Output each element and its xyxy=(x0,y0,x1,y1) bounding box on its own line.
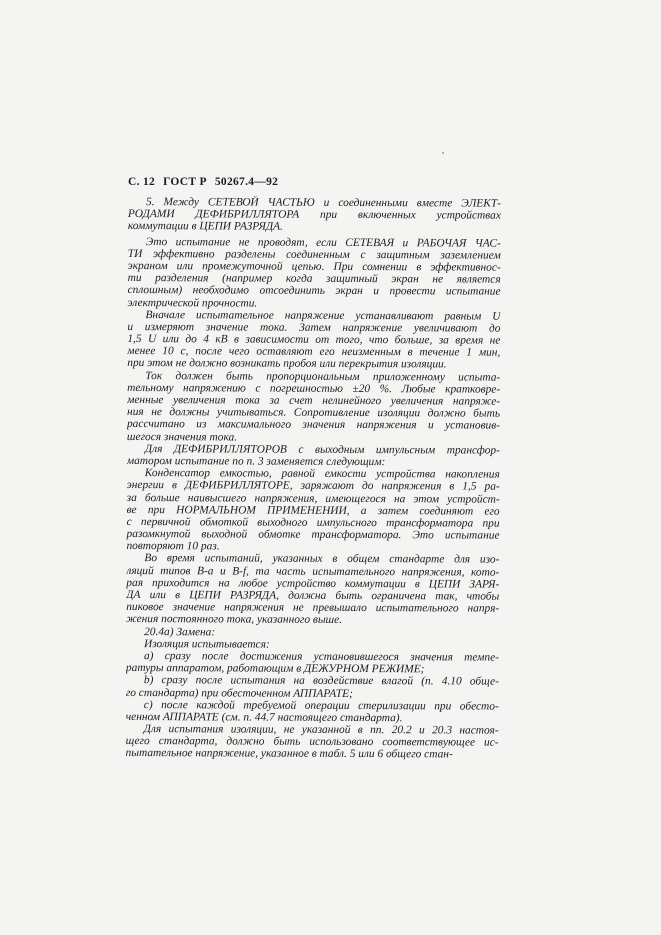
text-line: ния не должны учитываться. Сопротивление изоляции должно быть xyxy=(127,406,501,420)
page-header xyxy=(128,176,278,188)
text-line: Вначале испытательное напряжение устанавливают равным U xyxy=(145,308,501,323)
paragraph xyxy=(126,674,499,700)
text-line: ДА или в ЦЕПИ РАЗРЯДА, должна быть ограничена так, чтобы xyxy=(126,588,500,603)
scan-speck xyxy=(442,152,444,154)
text-line: ляций типов B-a и B-f, та часть испытательного напряжения, кото- xyxy=(126,564,500,579)
text-line: повторяют 10 раз. xyxy=(126,540,220,553)
text-line: пиковое значение напряжения не превышало испытательного напря- xyxy=(126,601,500,615)
paragraph xyxy=(126,552,499,627)
text-line: за больше наивысшего напряжения, имеющегося на этом устройст- xyxy=(126,491,500,506)
text-line: ченном АППАРАТЕ (см. п. 44.7 настоящего стандарта). xyxy=(125,710,403,725)
text-line: ти разделения (например когда защитный экран не является xyxy=(127,272,501,286)
text-line: Изоляция испытывается: xyxy=(144,637,270,651)
text-line: ТИ эффективно разделены соединенным с защитным заземлением xyxy=(127,247,501,262)
text-line: го стандарта) при обесточенном АППАРАТЕ; xyxy=(125,686,353,700)
paragraph xyxy=(127,309,500,372)
text-line: с первичной обмоткой выходного импульсного трансформатора при xyxy=(126,515,500,530)
text-line: ратуры аппаратом, работающим в ДЕЖУРНОМ РЕЖИМЕ; xyxy=(125,662,425,676)
text-line: Для ДЕФИБРИЛЛЯТОРОВ с выходным импульсным трансфор- xyxy=(144,442,500,457)
text-line: менные увеличения тока за счет нелинейного увеличения напряже- xyxy=(127,393,501,408)
page-number: С. 12 xyxy=(128,176,156,188)
text-line: рассчитано из максимального значения напряжения и установив- xyxy=(126,418,501,433)
paragraph xyxy=(126,467,499,554)
text-line: и измеряют значение тока. Затем напряжение увеличивают до xyxy=(127,320,501,335)
text-line: щего стандарта, должно быть использовано соответствующее ис- xyxy=(125,735,499,749)
text-line: рая приходится на любое устройство коммутации в ЦЕПИ ЗАРЯ- xyxy=(126,576,500,591)
text-line: 1,5 U или до 4 кВ в зависимости от того, что больше, за время не xyxy=(127,333,501,347)
text-line: менее 10 с, после чего оставляют его неизменным в течение 1 мин, xyxy=(127,345,501,359)
text-line: 20.4а) Замена: xyxy=(144,625,216,638)
text-line: электрической прочности. xyxy=(127,296,258,310)
text-line: матором испытание по п. 3 заменяется следующим: xyxy=(126,454,386,469)
paragraph xyxy=(126,723,499,761)
paragraph xyxy=(127,370,500,445)
text-line: жения постоянного тока, указанного выше. xyxy=(126,613,343,627)
text-line: энергии в ДЕФИБРИЛЛЯТОРЕ, заряжают до напряжения в 1,5 ра- xyxy=(126,479,500,493)
text-line: экраном или промежуточной цепью. При сомнении в эффективнос- xyxy=(127,259,501,274)
paragraph xyxy=(128,196,501,234)
paragraph xyxy=(128,236,501,311)
text-line: b) сразу после испытания на воздействие влагой (п. 4.10 обще- xyxy=(143,674,499,688)
document-body xyxy=(126,196,501,761)
text-line: ве при НОРМАЛЬНОМ ПРИМЕНЕНИИ, а затем соединяют его xyxy=(126,503,500,518)
text-line: пытательное напряжение, указанное в табл. 5 или 6 общего стан- xyxy=(125,747,453,761)
text-line: а) сразу после достижения установившегося значения темпе- xyxy=(143,650,500,664)
text-line: Конденсатор емкостью, равной емкости устройства накопления xyxy=(144,467,500,481)
text-line: Ток должен быть пропорциональным приложенному испыта- xyxy=(145,369,501,384)
text-line: РОДАМИ ДЕФИБРИЛЛЯТОРА при включенных устройствах xyxy=(127,208,501,222)
text-line: тельному напряжению с погрешностью ±20 %. Любые кратковре- xyxy=(127,381,501,396)
text-line: Это испытание не проводят, если СЕТЕВАЯ и РАБОЧАЯ ЧАС- xyxy=(145,235,501,250)
text-line: Во время испытаний, указанных в общем стандарте для изо- xyxy=(144,552,500,567)
paragraph xyxy=(126,650,499,676)
text-line: 5. Между СЕТЕВОЙ ЧАСТЬЮ и соединенными вместе ЭЛЕКТ- xyxy=(145,196,501,210)
standard-label: ГОСТ Р xyxy=(163,176,207,188)
standard-number: 50267.4—92 xyxy=(214,176,279,188)
text-line: Для испытания изоляции, не указанной в пп. 20.2 и 20.3 настоя- xyxy=(143,723,499,737)
text-line: при этом не должно возникать пробоя или перекрытия изоляции. xyxy=(127,357,447,371)
text-line: с) после каждой требуемой операции стерилизации при обесто- xyxy=(143,698,499,713)
paragraph xyxy=(126,699,499,725)
paragraph xyxy=(127,443,500,469)
text-line: разомкнутой выходной обмотке трансформатора. Это испытание xyxy=(126,528,500,542)
text-line: сплошным) необходимо отсоединить экран и провести испытание xyxy=(127,284,501,298)
text-line: коммутации в ЦЕПИ РАЗРЯДА. xyxy=(127,220,283,234)
text-line: шегося значения тока. xyxy=(126,430,238,444)
